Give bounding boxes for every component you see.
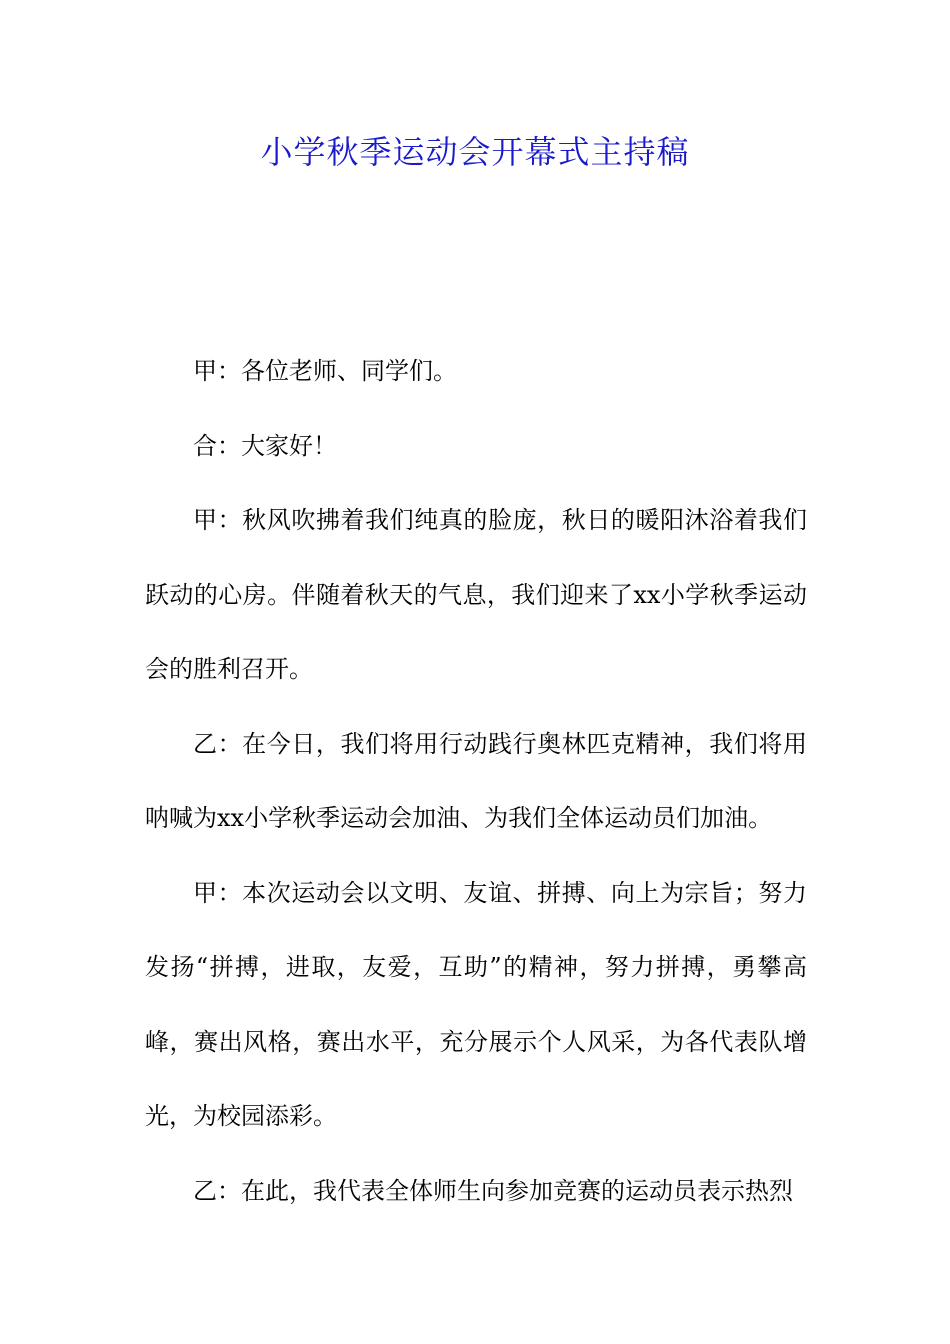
paragraph-autumn: 甲：秋风吹拂着我们纯真的脸庞，秋日的暖阳沐浴着我们跃动的心房。伴随着秋天的气息，我们迎来了xx小学秋季运动会的胜利召开。 (145, 506, 807, 683)
document-title: 小学秋季运动会开幕式主持稿 (260, 133, 690, 171)
document-body (145, 334, 807, 1228)
paragraph-response: 合：大家好！ (193, 431, 337, 460)
paragraph-olympic: 乙：在今日，我们将用行动践行奥林匹克精神，我们将用呐喊为xx小学秋季运动会加油、为我们全体运动员们加油。 (145, 729, 807, 832)
paragraph-greeting: 甲：各位老师、同学们。 (193, 357, 457, 385)
paragraph-thanks: 乙：在此，我代表全体师生向参加竞赛的运动员表示热烈 (193, 1176, 793, 1205)
paragraph-purpose: 甲：本次运动会以文明、友谊、拼搏、向上为宗旨；努力发扬“拼搏，进取，友爱，互助”的精神，努力拼搏，勇攀高峰，赛出风格，赛出水平，充分展示个人风采，为各代表队增光，为校园添彩。 (145, 878, 807, 1130)
